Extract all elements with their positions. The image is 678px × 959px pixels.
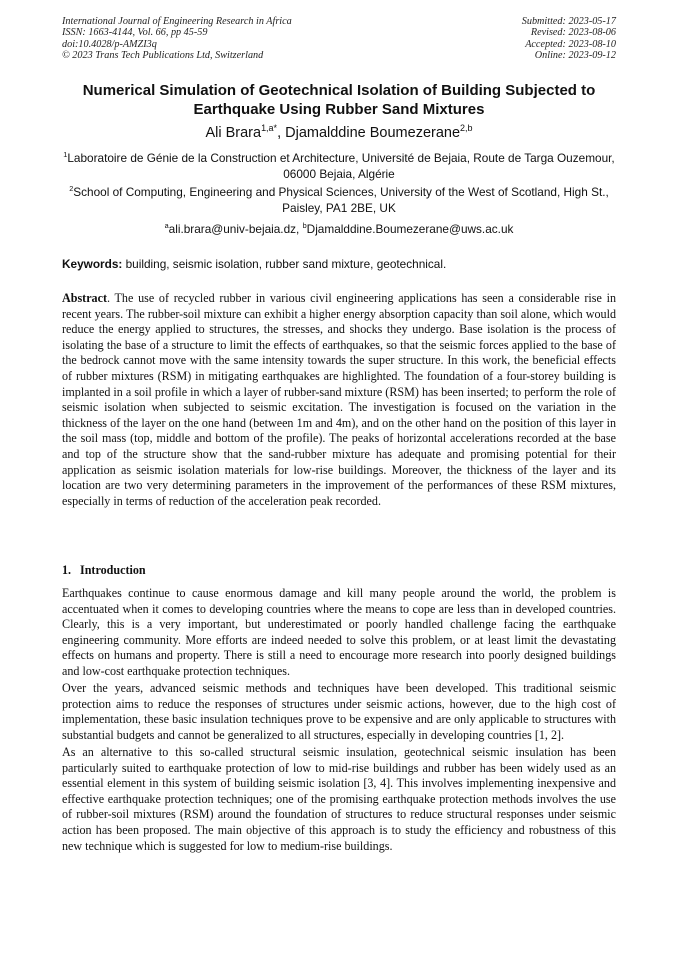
email-mark: a <box>164 221 169 231</box>
author-affiliation-mark: 1,a* <box>261 123 278 134</box>
abstract-text: . The use of recycled rubber in various civil engineering applications has seen a considerable rise in recent years. The rubber-soil mixture can exhibit a higher energy absorption capacity than soil alone, which would reduce the energy applied to structures, the stresses, and shocks they undergo. Base isolation is the process of isolating the base of a structure to limit the effects of earthquakes, so that the seismic forces applied to the base of the bedrock cannot move with the same intensity towards the super structure. In this work, the beneficial effects of rubber mixtures (RSM) in mitigating earthquakes are highlighted. The foundation of a four-storey building is implanted in a soil profile in which a layer of rubber-sand mixture (RSM) has been inserted; to perform the role of seismic isolation when subjected to seismic excitation. The investigation is focused on the variation in the thickness of the layer on the one hand (between 1m and 4m), and on the other hand on the position of this layer in the soil mass (top, middle and bottom of the profile). The peaks of horizontal accelerations recorded at the base and top of the structure show that the sand-rubber mixture has adequate and promising potential for their application as seismic isolation materials for low-rise buildings. Moreover, the thickness of the layer and its location are two very determining parameters in the improvement of the performances of these RSM mixtures, especially in terms of reduction of the acceleration peak recorded. <box>62 291 616 508</box>
body-paragraph: Over the years, advanced seismic methods and techniques have been developed. This traditional seismic protection aims to reduce the responses of structures under seismic actions, however, due to the high cost of implementation, these basic insulation techniques prove to be expensive and are only applicable to structures with substantial budgets and cannot be generalized to all structures, especially in developing countries [1, 2]. <box>62 681 616 742</box>
author-emails <box>40 221 638 237</box>
author-affiliation-mark: 2,b <box>460 123 473 134</box>
accepted-date: Accepted: 2023-08-10 <box>525 38 616 50</box>
email-separator: , <box>296 222 303 236</box>
online-date: Online: 2023-09-12 <box>534 50 616 62</box>
abstract-label: Abstract <box>62 291 108 305</box>
journal-name: International Journal of Engineering Research in Africa <box>62 16 292 27</box>
email-link[interactable]: ali.brara@univ-bejaia.dz <box>168 222 297 236</box>
affiliation-text: Laboratoire de Génie de la Construction et Architecture, Université de Bejaia, Route de Targa Ouzemour, 06000 Bejaia, Algérie <box>67 151 615 181</box>
journal-header-left <box>62 16 292 62</box>
keywords-label: Keywords: <box>62 257 123 271</box>
section-heading <box>62 563 146 579</box>
section-body <box>62 586 616 856</box>
paper-title: Numerical Simulation of Geotechnical Isolation of Building Subjected to Earthquake Using Rubber Sand Mixtures <box>82 82 596 118</box>
email-mark: b <box>302 221 307 231</box>
keywords <box>62 256 616 272</box>
abstract <box>62 291 616 509</box>
email-link[interactable]: Djamalddine.Boumezerane@uws.ac.uk <box>306 222 514 236</box>
journal-header-right <box>522 16 616 62</box>
section-number: 1. <box>62 563 72 577</box>
affiliation-mark: 1 <box>63 150 68 160</box>
author-separator: , <box>277 125 286 141</box>
submitted-date: Submitted: 2023-05-17 <box>521 16 616 27</box>
affiliation <box>62 150 616 182</box>
affiliation-mark: 2 <box>69 184 74 194</box>
author-name: Djamalddine Boumezerane <box>285 125 461 141</box>
revised-date: Revised: 2023-08-06 <box>530 27 616 39</box>
author-list <box>40 124 638 142</box>
body-paragraph: Earthquakes continue to cause enormous damage and kill many people around the world, the problem is accentuated when it comes to developing countries where the means to cope are less than in developed countries. Clearly, this is a very important, but underestimated or poorly handled challenge facing the earthquake engineering community. More efforts are indeed needed to solve this problem, or at least limit the devastating effects on humans and property. There is still a need to encourage more research into poorly designed buildings and low-cost earthquake protection techniques. <box>62 586 616 678</box>
affiliation-text: School of Computing, Engineering and Physical Sciences, University of the West of Scotland, High St., Paisley, PA1 2BE, UK <box>73 185 609 215</box>
doi: doi:10.4028/p-AMZI3q <box>62 38 157 50</box>
author-name: Ali Brara <box>205 125 262 141</box>
issn-volume: ISSN: 1663-4144, Vol. 66, pp 45-59 <box>62 27 208 39</box>
keywords-text: building, seismic isolation, rubber sand mixture, geotechnical. <box>122 257 447 271</box>
copyright: © 2023 Trans Tech Publications Ltd, Switzerland <box>62 50 264 62</box>
body-paragraph: As an alternative to this so-called structural seismic insulation, geotechnical seismic insulation has been particularly suited to earthquake protection of low to mid-rise buildings and rubber has been widely used as an essential element in this system of building seismic isolation [3, 4]. This involves implementing inexpensive and effective earthquake protection techniques; one of the promising earthquake protection methods involves the use of rubber-soil mixtures (RSM) around the foundation of structures to reduce structural responses under seismic action has been proposed. The main objective of this approach is to study the efficiency and robustness of this new technique which is suggested for low to medium-rise buildings. <box>62 744 616 853</box>
section-title: Introduction <box>80 563 146 577</box>
affiliation <box>62 184 616 216</box>
